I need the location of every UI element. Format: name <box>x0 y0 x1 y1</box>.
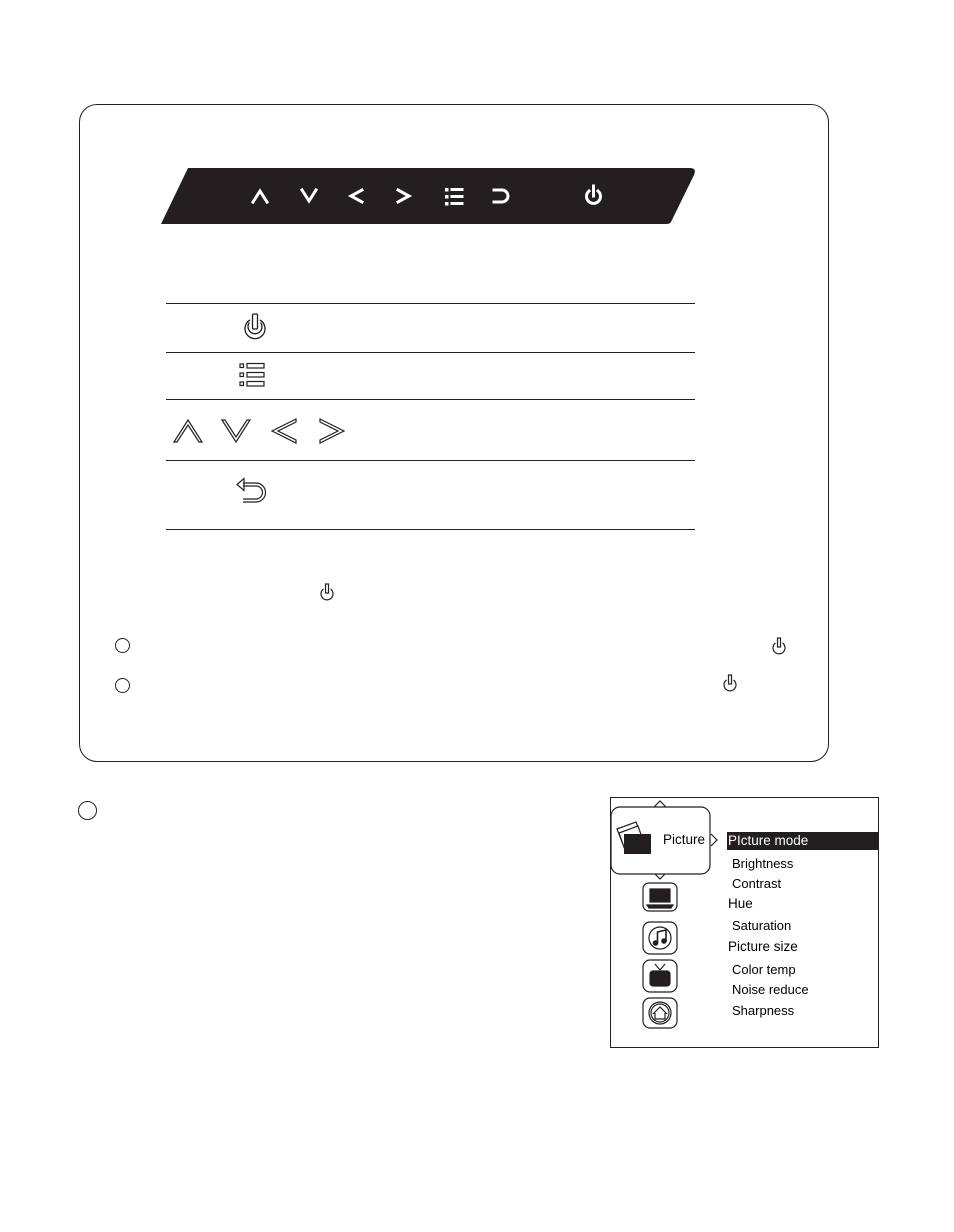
up-arrow-icon <box>174 420 202 442</box>
menu-key-icon[interactable] <box>445 188 462 206</box>
menu-item-brightness[interactable]: Brightness <box>732 856 794 871</box>
menu-item-hue[interactable]: Hue <box>728 896 753 911</box>
menu-item-sharpness[interactable]: Sharpness <box>732 1003 795 1018</box>
back-icon <box>234 474 270 506</box>
tv-icon <box>643 960 677 992</box>
menu-item-saturation[interactable]: Saturation <box>732 918 792 933</box>
computer-icon <box>643 883 677 911</box>
menu-item-contrast[interactable]: Contrast <box>732 876 782 891</box>
power-icon-inline <box>770 637 788 657</box>
menu-item-color-temp[interactable]: Color temp <box>732 962 796 977</box>
selected-category-label: Picture <box>663 832 706 847</box>
down-arrow-icon <box>222 420 250 442</box>
table-rule <box>166 529 695 530</box>
left-arrow-icon <box>272 419 296 443</box>
right-arrow-icon <box>320 419 344 443</box>
table-rule <box>166 303 695 304</box>
table-rule <box>166 460 695 461</box>
menu-list-icon <box>238 362 268 390</box>
table-rule <box>166 352 695 353</box>
bullet-circle <box>115 638 130 653</box>
menu-item-picture-size[interactable]: Picture size <box>728 939 798 954</box>
power-icon-inline <box>318 583 336 603</box>
step-circle <box>78 801 97 820</box>
menu-item-noise-reduce[interactable]: Noise reduce <box>732 982 809 997</box>
power-icon <box>240 312 270 344</box>
table-rule <box>166 399 695 400</box>
music-icon <box>643 922 677 954</box>
control-key-bar <box>160 167 696 225</box>
arrow-icons <box>172 416 350 446</box>
home-icon <box>643 998 677 1028</box>
power-icon-inline <box>721 674 739 694</box>
bullet-circle <box>115 678 130 693</box>
menu-item-picture-mode[interactable]: PIcture mode <box>728 833 809 848</box>
